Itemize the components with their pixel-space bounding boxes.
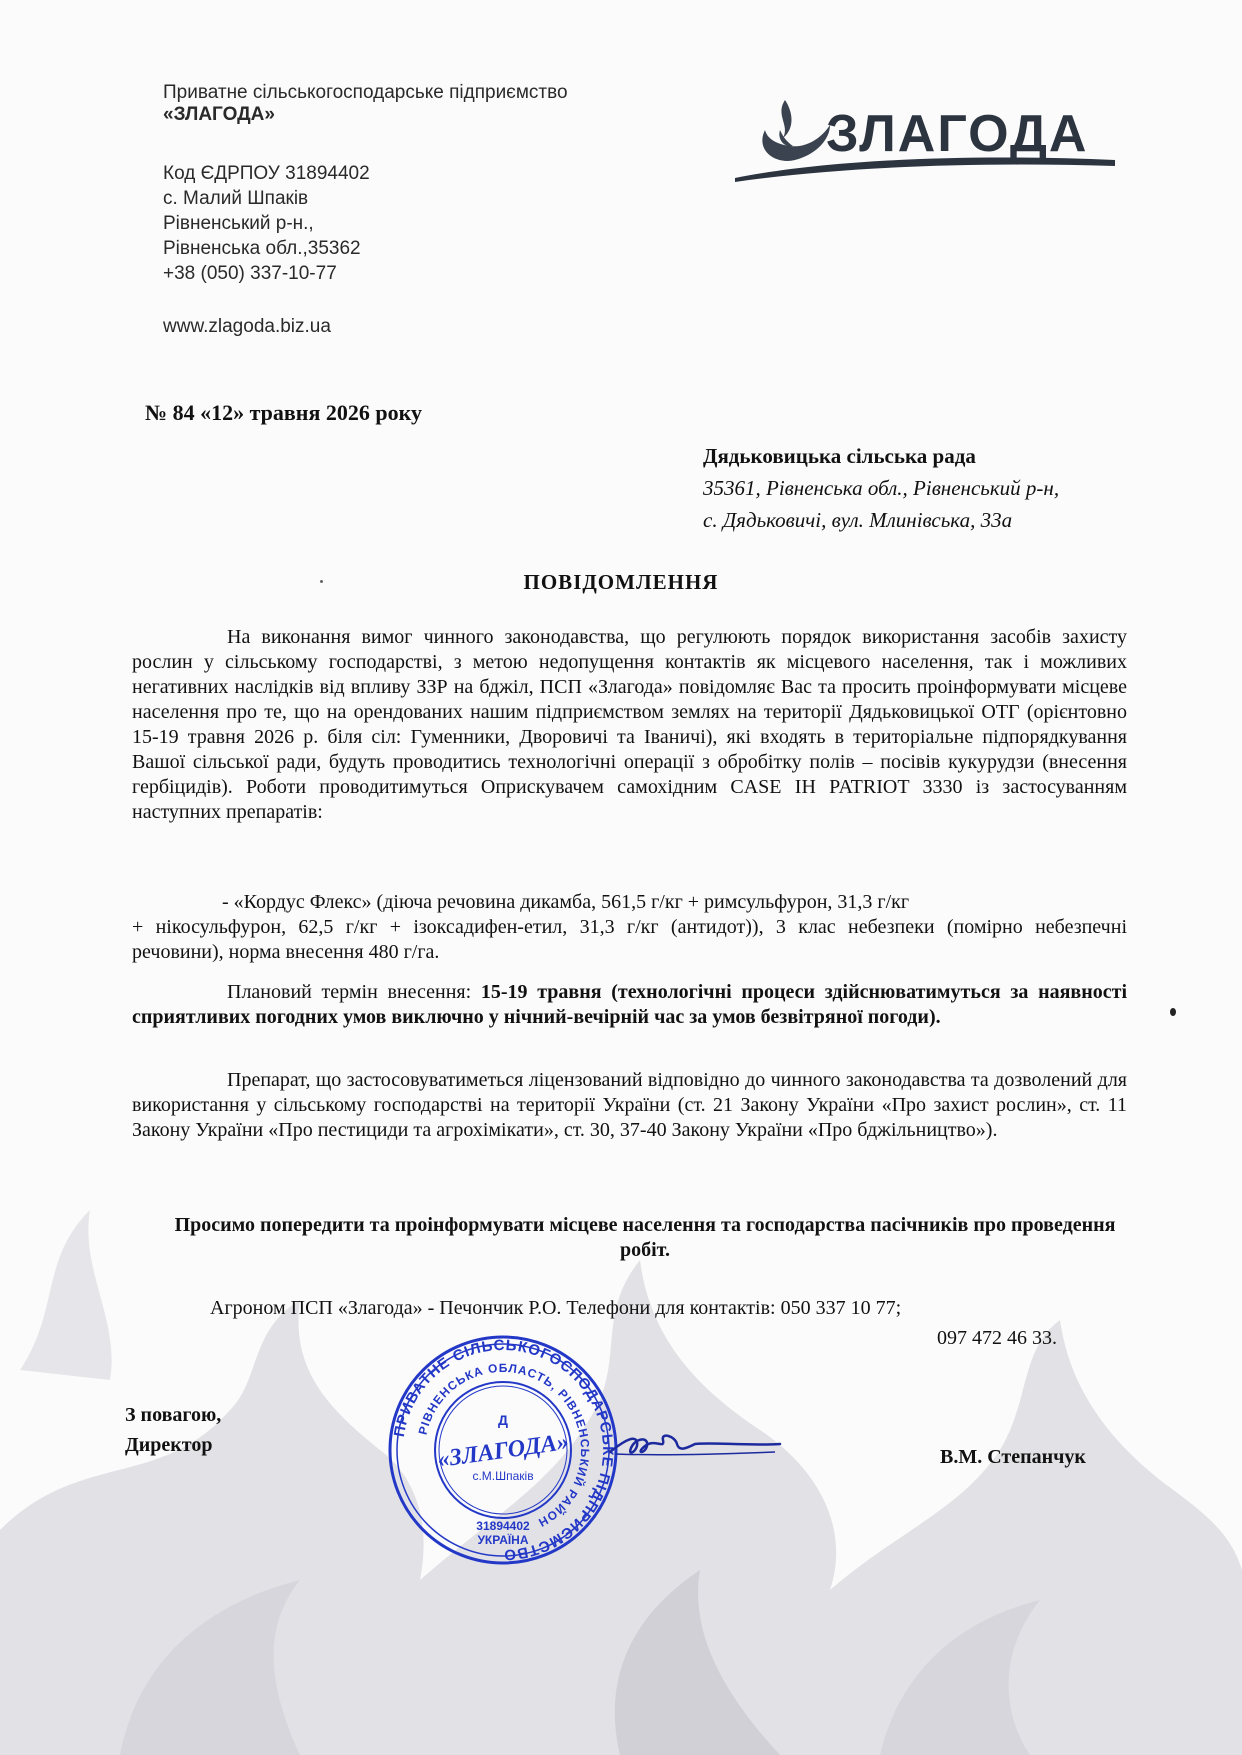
company-name: «ЗЛАГОДА» [163,104,275,125]
logo-wordmark: ЗЛАГОДА [826,105,1089,163]
signer-name: В.М. Степанчук [940,1446,1086,1468]
planned-term-label: Плановий термін внесення: [227,981,481,1003]
company-type: Приватне сільськогосподарське підприємство [163,82,568,103]
village: с. Малий Шпаків [163,188,309,209]
paragraph-2 [132,890,1127,965]
recipient-name: Дядьковицька сільська рада [703,444,976,468]
svg-text:31894402: 31894402 [476,1519,530,1533]
scan-speck [1170,1008,1176,1016]
phone: +38 (050) 337-10-77 [163,263,337,284]
preparation-line: - «Кордус Флекс» (діюча речовина дикамба, 561,5 г/кг + римсульфурон, 31,3 г/кг [222,891,910,913]
closing-block [125,1400,221,1460]
website: www.zlagoda.biz.ua [163,316,331,337]
planned-term-value: 15-19 травня (технологічні процеси здійснюватимуться за наявності сприятливих погодних умов виключно у нічний-вечірній час за умов безвітряної погоди). [132,981,1127,1028]
document-number-date: № 84 «12» травня 2026 року [145,400,422,425]
company-stamp [383,1330,623,1570]
recipient-block [703,440,1059,536]
edrpou-code: Код ЄДРПОУ 31894402 [163,163,370,184]
svg-text:с.М.Шпаків: с.М.Шпаків [472,1469,534,1483]
svg-text:Д: Д [498,1412,508,1428]
recipient-address-line1: 35361, Рівненська обл., Рівненський р-н, [703,476,1060,500]
agronomist-contact: Агроном ПСП «Злагода» - Печончик Р.О. Телефони для контактів: 050 337 10 77; [210,1297,902,1319]
preparation-continuation: + нікосульфурон, 62,5 г/кг + ізоксадифен-етил, 31,3 г/кг (антидот)), 3 клас небезпеки (помірно небезпечні речовини), норма внесення 480 г/га. [132,916,1127,963]
request-text: Просимо попередити та проінформувати місцеве населення та господарства пасічників про проведення робіт. [174,1214,1116,1261]
regards-text: З повагою, [125,1404,222,1426]
signer-position: Директор [125,1434,213,1456]
company-contacts [163,161,370,286]
svg-text:РІВНЕНСЬКА ОБЛАСТЬ, РІВНЕНСЬКИ: РІВНЕНСЬКА ОБЛАСТЬ, РІВНЕНСЬКИЙ РАЙОН [415,1360,593,1531]
recipient-address-line2: с. Дядьковичі, вул. Млинівська, 33а [703,508,1013,532]
paragraph-4: Препарат, що застосовуватиметься ліцензований відповідно до чинного законодавства та дозволений для використання у сільському господарстві на території України (ст. 21 Закону України «Про захист рослин», ст. 11 Закону України «Про пестициди та агрохімікати», ст. 30, 37-40 Закону України «Про бджільництво»). [132,1069,1127,1141]
region: Рівненська обл.,35362 [163,238,361,259]
paragraph-3 [132,980,1127,1030]
svg-text:«ЗЛАГОДА»: «ЗЛАГОДА» [435,1428,571,1474]
director-signature [605,1410,785,1480]
svg-text:ПРИВАТНЕ СІЛЬСЬКОГОСПОДАРСЬКЕ: ПРИВАТНЕ СІЛЬСЬКОГОСПОДАРСЬКЕ ПІДПРИЄМСТВО [390,1336,617,1564]
document-title: ПОВІДОМЛЕННЯ [523,570,719,594]
company-header [163,82,568,126]
district: Рівненський р-н., [163,213,314,234]
paragraph-1: На виконання вимог чинного законодавства, що регулюють порядок використання засобів захисту рослин у сільському господарстві, з метою недопущення контактів як місцевого населення, так і можливих негативних наслідків від впливу ЗЗР на бджіл, ПСП «Злагода» повідомляє Вас та просить проінформувати місцеве населення про те, що на орендованих нашим підприємством землях на території Дядьковицької ОТГ (орієнтовно 15-19 травня 2026 р. біля сіл: Гуменники, Дворовичі та Іваничі), які входять в територіальне підпорядкування Вашої сільської ради, будуть проводитись технологічні операції з обробітку полів – посівів кукурудзи (внесення гербіцидів). Роботи проводитимуться Оприскувачем самохідним CASE IH PATRIOT 3330 із застосуванням наступних препаратів: [132,626,1127,823]
second-phone: 097 472 46 33. [937,1327,1057,1349]
svg-text:УКРАЇНА: УКРАЇНА [477,1533,529,1547]
